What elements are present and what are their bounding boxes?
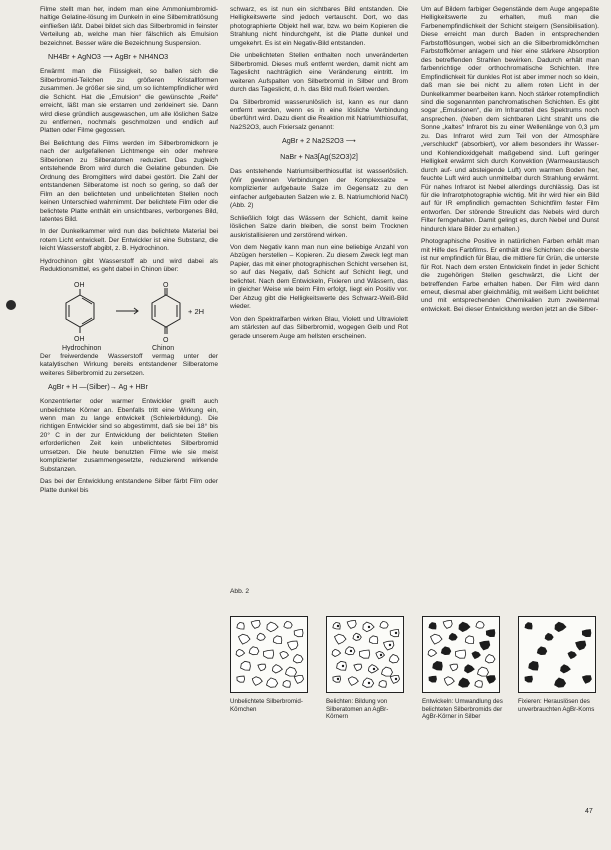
page-number: 47 bbox=[585, 808, 593, 815]
grain-shape bbox=[333, 676, 341, 682]
grain-shape bbox=[429, 622, 436, 629]
silver-atom-dot bbox=[373, 668, 375, 670]
silver-atom-dot bbox=[389, 644, 391, 646]
grain-shape bbox=[525, 676, 533, 682]
silver-atom-dot bbox=[342, 665, 344, 667]
figure-caption: Unbelichtete Silberbromid-Körnchen bbox=[230, 698, 303, 713]
grain-shape bbox=[429, 676, 437, 682]
grain-shape bbox=[428, 649, 437, 656]
silver-atom-dot bbox=[337, 625, 339, 627]
paragraph: Schließlich folgt das Wässern der Schicht, damit keine löslichen Salze darin bleiben, die sonst beim Trocknen auskristallisieren und zerstörend wirken. bbox=[230, 214, 408, 239]
silver-atom-dot bbox=[395, 678, 397, 680]
grain-shape bbox=[576, 641, 586, 650]
paragraph: Die unbelichteten Stellen enthalten noch unveränderten Silberbromid. Dieses muß entfernt werden, damit nicht am Tageslicht nachträglich eine Veränderung eintritt. Im weiteren Aufspalten von Silberbromid in Silber und Brom durch das Tageslicht, d. h. das Bild muß fixiert werden. bbox=[230, 52, 408, 94]
grain-shape bbox=[443, 620, 452, 628]
grain-shape bbox=[332, 649, 341, 656]
grain-shape bbox=[582, 676, 591, 684]
grain-shape bbox=[236, 649, 245, 656]
grain-shape bbox=[545, 633, 553, 640]
grain-shape bbox=[288, 641, 298, 650]
grain-shape bbox=[360, 650, 370, 658]
grain-shape bbox=[478, 667, 489, 676]
paragraph: Um auf Bildern farbiger Gegenstände dem Auge angepaßte Helligkeitswerte zu erhalten, muß man die Farbenempfindlichkeit der Schicht steigern (Sensibilisation). Diese erreicht man durch Baden in entsprechenden Farbstofflösungen, wobei sich an die Silberbromidkörnchen Farbstoffkörner anlagern und hier eine stärkere Absorption des betreffenden Strahlen bewirken. Dadurch erhält man farbenrichtige oder orthochromatische Schichten. Ihre Empfindlichkeit für dunkles Rot ist aber immer noch so klein, daß man sie bei nicht zu allem roten Licht in der Dunkelkammer bearbeiten kann. Noch stärker rotempfindlich sind die sogenannten panchromatischen Schichten. Es gibt sogar „Emulsionen“, die im Infrarotteil des Spektrums noch ansprechen. (Neben dem sichtbaren Licht strahlt uns die Sonne „kaltes“ Infrarot bis zu einer Wellenlänge von 0,3 µm zu. Das Infrarot wird zum Teil von der Atmosphäre „verschluckt“ (absorbiert), vor allem besonders ihr Wasser- und Kohlendioxidgehalt maßgebend sind. Luft geringer Helligkeit erwärmt sich durch Konvektion (Warmeaustausch durch auf- und absteigende Luft) vom warmen Boden her, feuchte Luft wird auch unmittelbar durch Strahlung erwärmt. Für nahes Infrarot ist Nebel allerdings durchlässig. Das ist für die Infrarotphotographie wichtig. Mit ihr wird hier ein Bild auf für IR empfindlich gemachten Schichtfilm fester Film entworfen. Der störende Streulicht das Nebels wird durch Filter ferngehalten. Damit gelingt es, durch Nebel und Dunst hindurch klare Bilder zu erhalten.) bbox=[421, 6, 599, 233]
grain-shape bbox=[294, 629, 303, 636]
paragraph: Von dem Negativ kann man nun eine beliebige Anzahl von Abzügen herstellen – Kopieren. Zu diesem Zweck legt man Papier, das mit einer photographischen Schicht versehen ist, so auf das Negativ, daß Schicht auf Schicht liegt, und belichtet. Nach dem Entwickeln, Fixieren und Wässern, das in gleicher Weise wie beim Film erfolgt, liegt ein Positiv vor. Der Abzug gibt die Helligkeitswerte des Schwarz-Weiß-Bild wieder. bbox=[230, 243, 408, 311]
column-left bbox=[40, 6, 218, 495]
figure-panel-fixed bbox=[518, 616, 596, 693]
grain-shape bbox=[284, 621, 292, 628]
paragraph: Bei Belichtung des Films werden im Silberbromidkorn je nach der aufgefallenen Lichtmenge ein oder mehrere Silberionen zu Silberatomen reduziert. Das zugleich entstehende Brom wird durch die Gelatine gebunden. Die Ordnung des Bromgitters wird dabei gestört. Die Zahl der entstandenen Silberatome ist noch so gering, so daß der Film an den belichteten und unbelichteten Stellen noch keinen Unterschied wahrnimmt. Der belichtete Film oder die belichtete Platte enthält ein unsichtbares, verborgenes Bild, latentes Bild. bbox=[40, 139, 218, 223]
paragraph: Da Silberbromid wasserunlöslich ist, kann es nur dann entfernt werden, wenn es in eine lösliche Verbindung überführt wird. Dazu dient die Reaktion mit Natriumthiosulfat, Na2S2O3, auch Fixiersalz genannt: bbox=[230, 98, 408, 131]
figure-panel-unexposed bbox=[230, 616, 308, 693]
hydrogen-product-label: + 2H bbox=[188, 306, 205, 316]
paragraph: schwarz, es ist nun ein sichtbares Bild entstanden. Die Helligkeitswerte sind jedoch vertauscht. Dort, wo das photographierte Objekt hell war, bzw. wo beim Kopieren die Strahlung nicht hindurchgeht, ist die Platte dunkel und umgekehrt. Es ist ein Negativ-Bild entstanden. bbox=[230, 6, 408, 47]
quinone-label: Chinon bbox=[152, 344, 175, 351]
grain-shape bbox=[294, 676, 303, 684]
fixed-grains-image bbox=[519, 617, 595, 692]
silver-atom-dot bbox=[350, 650, 352, 652]
column-right bbox=[421, 6, 599, 314]
developed-grains-image bbox=[423, 617, 499, 692]
grain-shape bbox=[273, 636, 282, 644]
grain-shape bbox=[267, 678, 278, 687]
grain-shape bbox=[272, 665, 282, 673]
paragraph: Photographische Positive in natürlichen Farben erhält man mit Hilfe des Farbfilms. Er enthält drei Schichten: die oberste ist nur empfindlich für Blau, die mittlere für Grün, die unterste für Rot. Nach dem ersten Entwickeln findet in jeder Schicht die zugehörigen Stellen geschwärzt, die Licht der betreffenden Farbe erhalten haben. Der Film wird dann erneut, diesmal aber gleichmäßig, mit weißem Licht belichtet und mit entsprechenden Chemikalien zum zweitenmal entwickelt. Bei dieser Entwicklung werden jetzt an die Silber- bbox=[421, 238, 599, 313]
grain-shape bbox=[568, 651, 577, 658]
paragraph: Hydrochinon gibt Wasserstoff ab und wird dabei als Reduktionsmittel, es geht dabei in Chinon über: bbox=[40, 257, 218, 274]
figure-panel-exposed bbox=[326, 616, 404, 693]
grain-shape bbox=[390, 629, 399, 636]
grain-shape bbox=[465, 636, 474, 644]
hydroquinone-quinone-diagram bbox=[40, 279, 210, 351]
grain-shape bbox=[450, 664, 458, 671]
grain-shape bbox=[335, 634, 347, 644]
grain-shape bbox=[380, 621, 388, 628]
grain-shape bbox=[476, 621, 484, 628]
silver-atom-dot bbox=[368, 626, 370, 628]
paragraph: Der freiwerdende Wasserstoff vermag unter der katalytischen Wirkung bereits entstandener Silberatome weiteres Silberbromid zu zersetzen. bbox=[40, 352, 218, 377]
figure-panel-developed bbox=[422, 616, 500, 693]
equation-reduction: AgBr + H —(Silber)→ Ag + HBr bbox=[48, 382, 148, 392]
silver-atom-dot bbox=[380, 654, 382, 656]
grain-shape bbox=[389, 655, 399, 663]
grain-shape bbox=[249, 647, 259, 655]
grain-shape bbox=[582, 629, 591, 636]
grain-shape bbox=[431, 634, 443, 644]
grain-shape bbox=[555, 678, 566, 687]
grain-shape bbox=[433, 661, 443, 670]
grain-shape bbox=[337, 661, 347, 670]
oxygen-top-label: O bbox=[163, 281, 169, 289]
hydroquinone-label: Hydrochinon bbox=[62, 344, 102, 351]
figure-label: Abb. 2 bbox=[230, 588, 250, 595]
grain-shape bbox=[486, 676, 495, 684]
grain-shape bbox=[264, 650, 274, 658]
paragraph: Das bei der Entwicklung entstandene Silber färbt Film oder Platte dunkel bis bbox=[40, 478, 218, 494]
grain-shape bbox=[560, 665, 570, 673]
grain-shape bbox=[283, 681, 291, 688]
grain-shape bbox=[379, 681, 387, 688]
paragraph: Das entstehende Natriumsilberthiosulfat ist wasserlöslich. (Wir gewinnen Verbindungen der Komplexsalze = komplizierter aufgebaute Salze im Gegensatz zu den einfacher aufgebauten Salzen wie z. B. Natriumchlorid NaCl) (Abb. 2) bbox=[230, 168, 408, 210]
unexposed-grains-image bbox=[231, 617, 307, 692]
equation-silver-bromide: NH4Br + AgNO3 ⟶ AgBr + NH4NO3 bbox=[48, 52, 169, 62]
grain-shape bbox=[390, 676, 399, 684]
grain-shape bbox=[286, 667, 297, 676]
grain-shape bbox=[241, 661, 251, 670]
equation-fixing-2: NaBr + Na3[Ag(S2O3)2] bbox=[280, 152, 358, 162]
grain-shape bbox=[537, 647, 547, 655]
grain-shape bbox=[280, 651, 289, 658]
silver-atom-dot bbox=[337, 678, 339, 680]
paragraph: Von den Spektralfarben wirken Blau, Violett und Ultraviolett am stärksten auf das Silberbromid, wogegen Gelb und Rot gerade unserem Auge am hellsten erscheinen. bbox=[230, 315, 408, 340]
grain-shape bbox=[293, 655, 303, 663]
grain-shape bbox=[237, 676, 245, 682]
paragraph: In der Dunkelkammer wird nun das belichtete Material bei rotem Licht entwickelt. Der Entwickler ist eine Substanz, die leicht Wasserstoff abgibt, z. B. Hydrochinon. bbox=[40, 228, 218, 253]
grain-shape bbox=[257, 633, 265, 640]
grain-shape bbox=[459, 622, 470, 632]
hydroxyl-top-label: OH bbox=[74, 281, 85, 289]
grain-shape bbox=[348, 677, 358, 686]
grain-shape bbox=[239, 634, 251, 644]
grain-shape bbox=[252, 677, 262, 686]
paragraph: Filme stellt man her, indem man eine Ammoniumbromid-haltige Gelatine-lösung im Dunkeln in eine Silbernitratlösung einfließen läßt. Dabei bildet sich das Silberbromid in feinster Verteilung ab, welche man hier fälschlich als Emulsion bezeichnet. Besser wäre die Bezeichnung Suspension. bbox=[40, 6, 218, 47]
hydroxyl-bottom-label: OH bbox=[74, 335, 85, 343]
silver-atom-dot bbox=[395, 632, 397, 634]
grain-shape bbox=[472, 651, 481, 658]
grain-shape bbox=[441, 647, 451, 655]
grain-shape bbox=[347, 620, 356, 628]
figure-caption: Fixieren: Herauslösen des unverbrauchten AgBr-Korns bbox=[518, 698, 595, 713]
grain-shape bbox=[485, 655, 495, 663]
grain-shape bbox=[456, 650, 466, 658]
grain-shape bbox=[480, 641, 490, 650]
grain-shape bbox=[251, 620, 260, 628]
grain-shape bbox=[486, 629, 495, 636]
column-middle bbox=[230, 6, 408, 341]
silver-atom-dot bbox=[357, 636, 359, 638]
grain-shape bbox=[237, 622, 244, 629]
equation-fixing-1: AgBr + 2 Na2S2O3 ⟶ bbox=[281, 136, 357, 146]
grain-shape bbox=[475, 681, 483, 688]
grain-shape bbox=[267, 622, 278, 632]
figure-caption: Entwickeln: Umwandlung des belichteten Silberbromids der AgBr-Körner in Silber bbox=[422, 698, 503, 721]
grain-shape bbox=[525, 622, 532, 629]
paragraph: Konzentrierter oder warmer Entwickler greift auch unbelichtete Körner an. Ebenfalls tritt eine Wirkung ein, wenn man zu lange entwickelt (Schleierbildung). Die richtigen Entwickler sind so abgestimmt, daß sie bei 18° bis 20° C in der zur Entwicklung der belichteten Stellen erforderlichen Zeit kein unbelichtetes Silberbromid umsetzen. Die heute benutzten Filme wie sie meist komplizierter zusammengesetzte, reduzierend wirkende Substanzen. bbox=[40, 398, 218, 473]
grain-shape bbox=[459, 678, 470, 687]
binder-hole-icon bbox=[6, 300, 16, 310]
grain-shape bbox=[258, 664, 266, 671]
grain-shape bbox=[555, 622, 566, 632]
paragraph: Erwärmt man die Flüssigkeit, so ballen sich die Silberbromid-Teilchen zu größeren Kristallformen zusammen. Je größer sie sind, um so lichtempfindlicher wird die Schicht. Hat die „Emulsion“ die gewünschte „Reife“ erreicht, läßt man sie erstarren und zerkleinert sie. Dann wird diese gründlich ausgewaschen, um alle löslichen Salze zu entfernen, nochmals geschmolzen und endlich auf Platten oder Filme gegossen. bbox=[40, 68, 218, 135]
grain-shape bbox=[382, 667, 393, 676]
grain-shape bbox=[354, 664, 362, 671]
exposed-grains-image bbox=[327, 617, 403, 692]
grain-shape bbox=[464, 665, 474, 673]
grain-shape bbox=[529, 661, 539, 670]
grain-shape bbox=[444, 677, 454, 686]
grain-shape bbox=[384, 641, 394, 650]
grain-shape bbox=[449, 633, 457, 640]
oxygen-bottom-label: O bbox=[163, 336, 169, 344]
figure-caption: Belichten: Bildung von Silberatomen an AgBr-Körnern bbox=[326, 698, 389, 721]
silver-atom-dot bbox=[368, 682, 370, 684]
grain-shape bbox=[369, 636, 378, 644]
